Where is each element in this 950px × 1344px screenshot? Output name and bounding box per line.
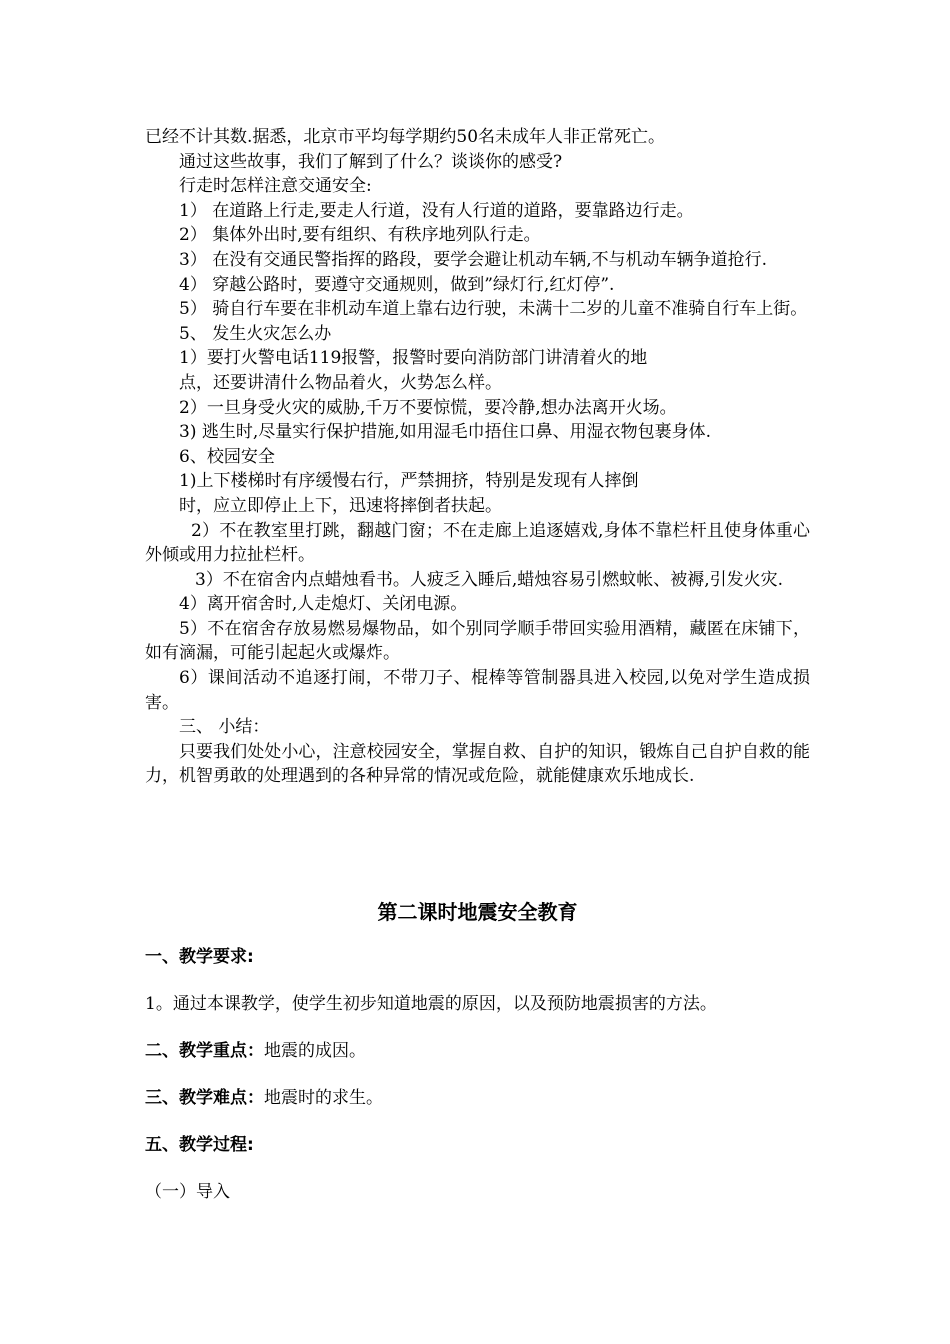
fire-rule-2: 2）一旦身受火灾的威胁,千万不要惊慌，要冷静,想办法离开火场。 — [179, 397, 677, 418]
heading-fire-response: 5、 发生火灾怎么办 — [179, 323, 332, 344]
campus-rule-4: 4）离开宿舍时,人走熄灯、关闭电源。 — [179, 594, 468, 615]
heading-summary: 三、 小结： — [179, 717, 270, 738]
intro-section: （一）导入 — [145, 1182, 230, 1202]
campus-rule-2: 2）不在教室里打跳，翻越门窗；不在走廊上追逐嬉戏,身体不靠栏杆且使身体重心外倾或用力拉扯栏杆。 — [145, 520, 810, 566]
paragraph-statistics: 已经不计其数.据悉，北京市平均每学期约50名未成年人非正常死亡。 — [145, 127, 666, 147]
teaching-focus — [145, 1039, 810, 1063]
traffic-rule-5: 5） 骑自行车要在非机动车道上靠右边行驶，未满十二岁的儿童不准骑自行车上街。 — [179, 299, 808, 320]
heading-walking-traffic-safety: 行走时怎样注意交通安全: — [179, 176, 372, 197]
fire-rule-1-line2: 点，还要讲清什么物品着火，火势怎么样。 — [179, 372, 502, 393]
teaching-process-heading — [145, 1133, 810, 1157]
campus-rule-1-line2: 时，应立即停止上下，迅速将摔倒者扶起。 — [179, 495, 502, 516]
fire-rule-3: 3) 逃生时,尽量实行保护措施,如用湿毛巾捂住口鼻、用湿衣物包裹身体. — [179, 422, 712, 443]
requirements-label: 一、教学要求: — [145, 947, 254, 967]
teaching-requirements-heading — [145, 945, 810, 969]
focus-text: 地震的成因。 — [264, 1041, 366, 1061]
traffic-rule-1: 1） 在道路上行走,要走人行道，没有人行道的道路，要靠路边行走。 — [179, 200, 694, 221]
campus-rule-5: 5）不在宿舍存放易燃易爆物品，如个别同学顺手带回实验用酒精，藏匿在床铺下，如有滴漏，可能引起起火或爆炸。 — [145, 618, 810, 664]
campus-rule-3: 3）不在宿舍内点蜡烛看书。人疲乏入睡后,蜡烛容易引燃蚊帐、被褥,引发火灾. — [195, 569, 784, 590]
heading-campus-safety: 6、校园安全 — [179, 446, 275, 467]
focus-label: 二、教学重点： — [145, 1041, 264, 1061]
requirement-item-1: 1。通过本课教学，使学生初步知道地震的原因，以及预防地震损害的方法。 — [145, 994, 717, 1014]
fire-rule-1-line1: 1）要打火警电话119报警，报警时要向消防部门讲清着火的地 — [179, 348, 648, 369]
traffic-rule-4: 4） 穿越公路时，要遵守交通规则，做到”绿灯行,红灯停”. — [179, 274, 615, 295]
paragraph-reflection-question: 通过这些故事，我们了解到了什么？谈谈你的感受? — [179, 151, 563, 172]
campus-rule-6: 6）课间活动不追逐打闹，不带刀子、棍棒等管制器具进入校园,以免对学生造成损害。 — [145, 668, 810, 713]
difficulty-label: 三、教学难点： — [145, 1088, 264, 1108]
summary-text: 只要我们处处小心，注意校园安全，掌握自救、自护的知识，锻炼自己自护自救的能力，机智勇敢的处理遇到的各种异常的情况或危险，就能健康欢乐地成长. — [145, 741, 810, 787]
difficulty-text: 地震时的求生。 — [264, 1088, 383, 1108]
lesson2-title: 第二课时地震安全教育 — [377, 900, 578, 924]
process-label: 五、教学过程: — [145, 1135, 254, 1155]
teaching-difficulty — [145, 1086, 810, 1110]
traffic-rule-3: 3） 在没有交通民警指挥的路段，要学会避让机动车辆,不与机动车辆争道抢行. — [179, 249, 768, 270]
lesson1-body — [145, 125, 810, 789]
campus-rule-1-line1: 1)上下楼梯时有序缓慢右行，严禁拥挤，特别是发现有人摔倒 — [179, 471, 639, 492]
traffic-rule-2: 2） 集体外出时,要有组织、有秩序地列队行走。 — [179, 225, 541, 246]
